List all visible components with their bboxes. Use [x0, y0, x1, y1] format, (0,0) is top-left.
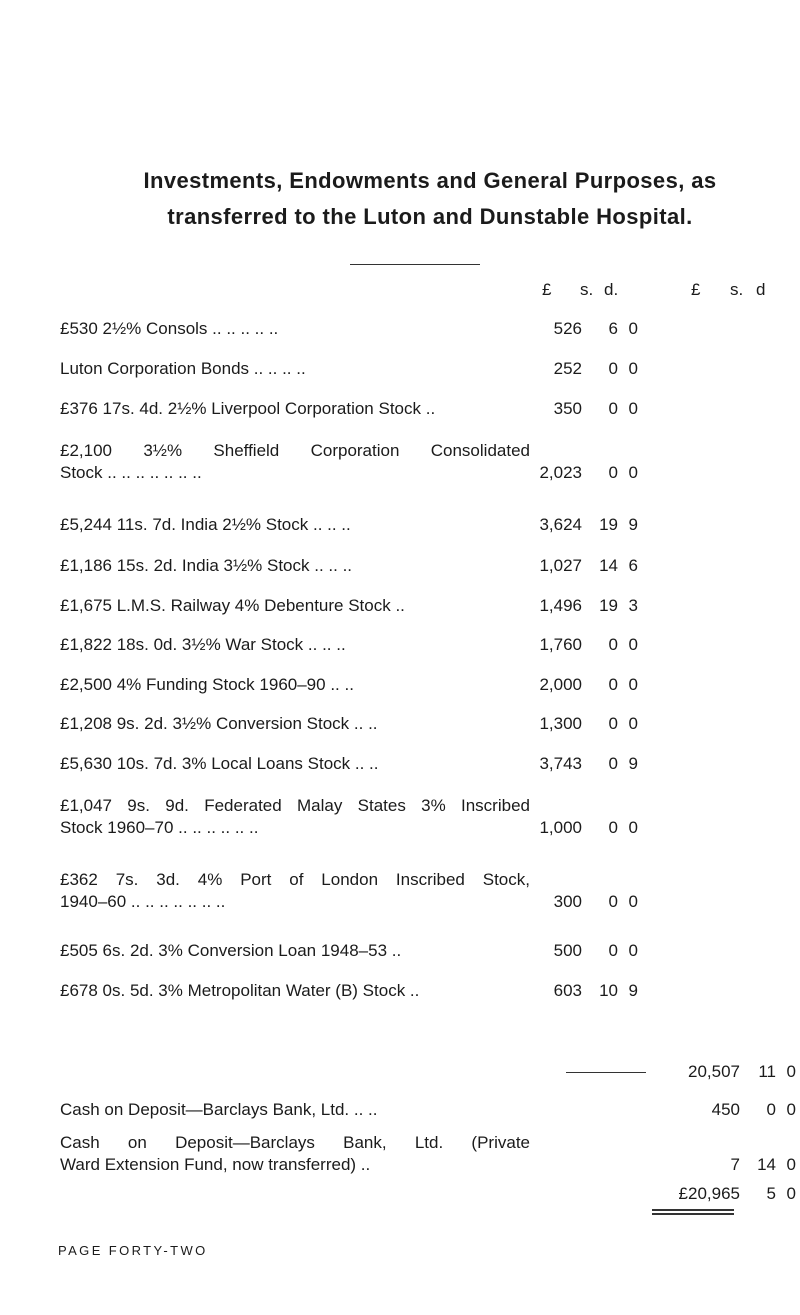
investment-pence: 9	[628, 981, 638, 1000]
title-rule	[350, 264, 480, 265]
investment-pounds: 252	[553, 359, 582, 378]
investment-shillings: 0	[608, 818, 618, 837]
header-shillings: s.	[580, 280, 594, 299]
investment-pounds: 500	[553, 941, 582, 960]
investment-pence: 0	[628, 941, 638, 960]
investment-pounds: 1,000	[539, 818, 582, 837]
subtotal-rule	[566, 1072, 646, 1073]
investment-pounds: 1,027	[539, 556, 582, 575]
page-footer: PAGE FORTY-TWO	[58, 1243, 208, 1258]
total-pounds: £20,965	[678, 1184, 740, 1203]
header-pence: d.	[604, 280, 619, 299]
investment-description: £505 6s. 2d. 3% Conversion Loan 1948–53 ..	[60, 941, 402, 960]
investment-description: £5,630 10s. 7d. 3% Local Loans Stock .. ..	[60, 754, 379, 773]
investment-pence: 0	[628, 319, 638, 338]
cash-description: Cash on Deposit—Barclays Bank, Ltd. (Private	[60, 1133, 530, 1152]
investment-description: £5,244 11s. 7d. India 2½% Stock .. .. ..	[60, 515, 351, 534]
investment-description-cont: 1940–60 .. .. .. .. .. .. ..	[60, 892, 226, 911]
investment-shillings: 0	[608, 359, 618, 378]
investment-pence: 3	[628, 596, 638, 615]
page-subtitle: transferred to the Luton and Dunstable Hospital.	[167, 204, 693, 229]
investment-shillings: 6	[608, 319, 618, 338]
cash-shillings: 0	[766, 1100, 776, 1119]
investment-shillings: 0	[608, 892, 618, 911]
cash-pounds: 7	[730, 1155, 740, 1174]
investment-description: £2,100 3½% Sheffield Corporation Consolidated	[60, 441, 530, 460]
investment-shillings: 0	[608, 463, 618, 482]
investment-pence: 0	[628, 675, 638, 694]
total-rule	[652, 1209, 734, 1211]
subtotal-pence: 0	[786, 1062, 796, 1081]
investment-pounds: 3,743	[539, 754, 582, 773]
investment-pence: 0	[628, 399, 638, 418]
page-title: Investments, Endowments and General Purposes, as	[143, 168, 717, 193]
cash-shillings: 14	[757, 1155, 776, 1174]
investment-shillings: 0	[608, 754, 618, 773]
investment-description: £1,186 15s. 2d. India 3½% Stock .. .. ..	[60, 556, 353, 575]
investment-description: £678 0s. 5d. 3% Metropolitan Water (B) Stock ..	[60, 981, 420, 1000]
investment-pounds: 1,760	[539, 635, 582, 654]
investment-shillings: 0	[608, 941, 618, 960]
cash-pounds: 450	[711, 1100, 740, 1119]
investment-description-cont: Stock .. .. .. .. .. .. ..	[60, 463, 202, 482]
investment-pence: 0	[628, 818, 638, 837]
subtotal-pounds: 20,507	[688, 1062, 740, 1081]
investment-description: £2,500 4% Funding Stock 1960–90 .. ..	[60, 675, 354, 694]
investment-pence: 0	[628, 463, 638, 482]
investment-pence: 9	[628, 515, 638, 534]
investment-shillings: 0	[608, 635, 618, 654]
investment-shillings: 0	[608, 675, 618, 694]
investment-pence: 0	[628, 892, 638, 911]
investment-pence: 0	[628, 359, 638, 378]
investment-description-cont: Stock 1960–70 .. .. .. .. .. ..	[60, 818, 259, 837]
cash-description-cont: Ward Extension Fund, now transferred) ..	[60, 1155, 371, 1174]
header-pence-2: d	[756, 280, 766, 299]
investment-pounds: 2,000	[539, 675, 582, 694]
investment-pence: 0	[628, 635, 638, 654]
investment-description: £1,675 L.M.S. Railway 4% Debenture Stock ..	[60, 596, 405, 615]
total-shillings: 5	[766, 1184, 776, 1203]
investment-pounds: 603	[553, 981, 582, 1000]
investment-description: £1,208 9s. 2d. 3½% Conversion Stock .. ..	[60, 714, 378, 733]
investment-shillings: 14	[599, 556, 618, 575]
total-pence: 0	[786, 1184, 796, 1203]
investment-description: £1,822 18s. 0d. 3½% War Stock .. .. ..	[60, 635, 346, 654]
header-shillings-2: s.	[730, 280, 744, 299]
investment-pounds: 300	[553, 892, 582, 911]
investment-description: Luton Corporation Bonds .. .. .. ..	[60, 359, 306, 378]
header-pound: £	[542, 280, 552, 299]
cash-pence: 0	[786, 1155, 796, 1174]
subtotal-shillings: 11	[758, 1062, 776, 1081]
header-pound-2: £	[691, 280, 701, 299]
investment-pence: 9	[628, 754, 638, 773]
investment-pounds: 526	[553, 319, 582, 338]
investment-description: £530 2½% Consols .. .. .. .. ..	[60, 319, 279, 338]
investment-shillings: 19	[599, 596, 618, 615]
cash-description: Cash on Deposit—Barclays Bank, Ltd. .. ..	[60, 1100, 378, 1119]
investment-pounds: 1,300	[539, 714, 582, 733]
investment-shillings: 10	[599, 981, 618, 1000]
investment-pence: 6	[628, 556, 638, 575]
total-rule-double	[652, 1213, 734, 1215]
investment-shillings: 19	[599, 515, 618, 534]
investment-description: £362 7s. 3d. 4% Port of London Inscribed Stock,	[60, 870, 530, 889]
investment-pounds: 3,624	[539, 515, 582, 534]
investment-description: £1,047 9s. 9d. Federated Malay States 3% Inscribed	[60, 796, 530, 815]
investment-pounds: 2,023	[539, 463, 582, 482]
investment-pence: 0	[628, 714, 638, 733]
investment-pounds: 350	[553, 399, 582, 418]
investment-pounds: 1,496	[539, 596, 582, 615]
cash-pence: 0	[786, 1100, 796, 1119]
investment-shillings: 0	[608, 399, 618, 418]
investment-shillings: 0	[608, 714, 618, 733]
investment-description: £376 17s. 4d. 2½% Liverpool Corporation Stock ..	[60, 399, 436, 418]
